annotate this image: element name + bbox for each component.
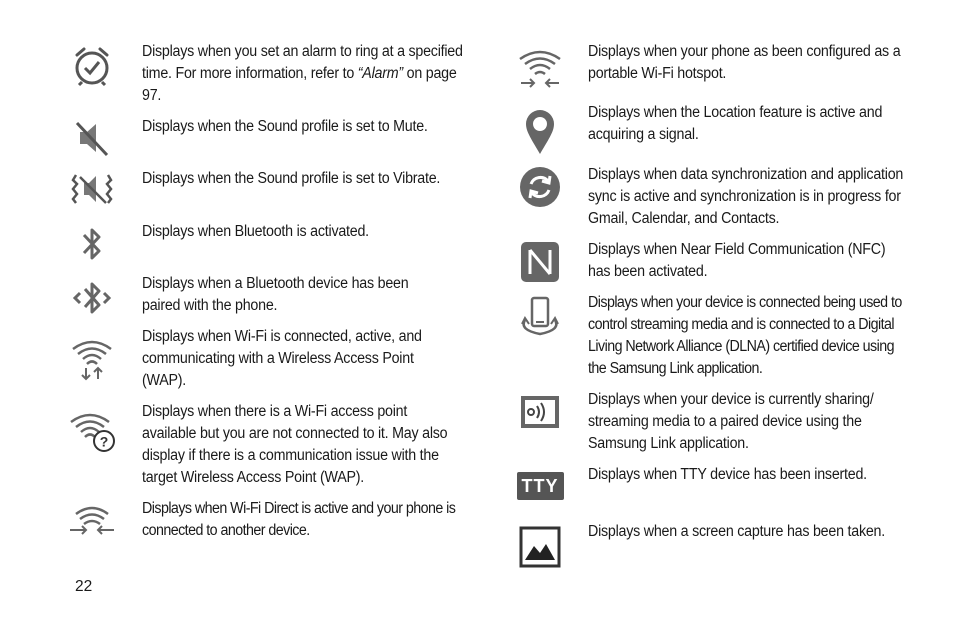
- vibrate-description: Displays when the Sound profile is set to Vibrate.: [142, 170, 441, 187]
- alarm-description: [142, 41, 464, 107]
- alarm-text-after: on page 97.: [142, 65, 457, 104]
- page-number: 22: [75, 578, 93, 595]
- wifi-direct-icon: [66, 496, 118, 548]
- tty-icon: [514, 460, 566, 512]
- wifi-available-description: Displays when there is a Wi-Fi access point available but you are not connected to it. May also display if there is a communication issue with the target Wireless Access Point (WAP).: [142, 403, 448, 486]
- alarm-text: Displays when you set an alarm to ring at a specified time. For more information, refer to: [142, 43, 463, 82]
- location-icon: [514, 106, 566, 158]
- wifi-connected-icon: [66, 332, 118, 384]
- screenshot-icon: [514, 521, 566, 573]
- alarm-reference-link[interactable]: “Alarm”: [357, 65, 403, 82]
- wifi-connected-description: Displays when Wi-Fi is connected, active, and communicating with a Wireless Access Point (WAP).: [142, 328, 422, 389]
- vibrate-icon: [66, 163, 118, 215]
- dlna-description: Displays when your device is connected being used to control streaming media and is connected to a Digital Living Network Alliance (DLNA) certified device using the Samsung Link application.: [588, 294, 902, 377]
- svg-text:?: ?: [99, 433, 109, 450]
- wifi-hotspot-description: Displays when your phone as been configured as a portable Wi-Fi hotspot.: [588, 43, 901, 82]
- nfc-icon: [514, 236, 566, 288]
- bluetooth-icon: [66, 218, 118, 270]
- wifi-hotspot-icon: [514, 42, 566, 94]
- tty-description: Displays when TTY device has been inserted.: [588, 466, 867, 483]
- dlna-icon: [514, 291, 566, 343]
- alarm-icon: [66, 40, 118, 92]
- wifi-direct-description: Displays when Wi-Fi Direct is active and your phone is connected to another device.: [142, 500, 456, 539]
- bluetooth-paired-icon: [66, 272, 118, 324]
- sharing-icon: [514, 386, 566, 438]
- bluetooth-paired-description: Displays when a Bluetooth device has been paired with the phone.: [142, 275, 409, 314]
- sync-icon: [514, 161, 566, 213]
- screenshot-description: Displays when a screen capture has been taken.: [588, 523, 885, 540]
- tty-label: TTY: [517, 472, 564, 500]
- bluetooth-description: Displays when Bluetooth is activated.: [142, 223, 369, 240]
- location-description: Displays when the Location feature is active and acquiring a signal.: [588, 104, 883, 143]
- nfc-description: Displays when Near Field Communication (NFC) has been activated.: [588, 241, 886, 280]
- sync-description: Displays when data synchronization and application sync is active and synchronization is in progress for Gmail, Calendar, and Contacts.: [588, 166, 904, 227]
- sharing-description: Displays when your device is currently sharing/ streaming media to a paired device using the Samsung Link application.: [588, 391, 874, 452]
- wifi-available-icon: [66, 405, 118, 457]
- mute-description: Displays when the Sound profile is set to Mute.: [142, 118, 428, 135]
- mute-icon: [66, 112, 118, 164]
